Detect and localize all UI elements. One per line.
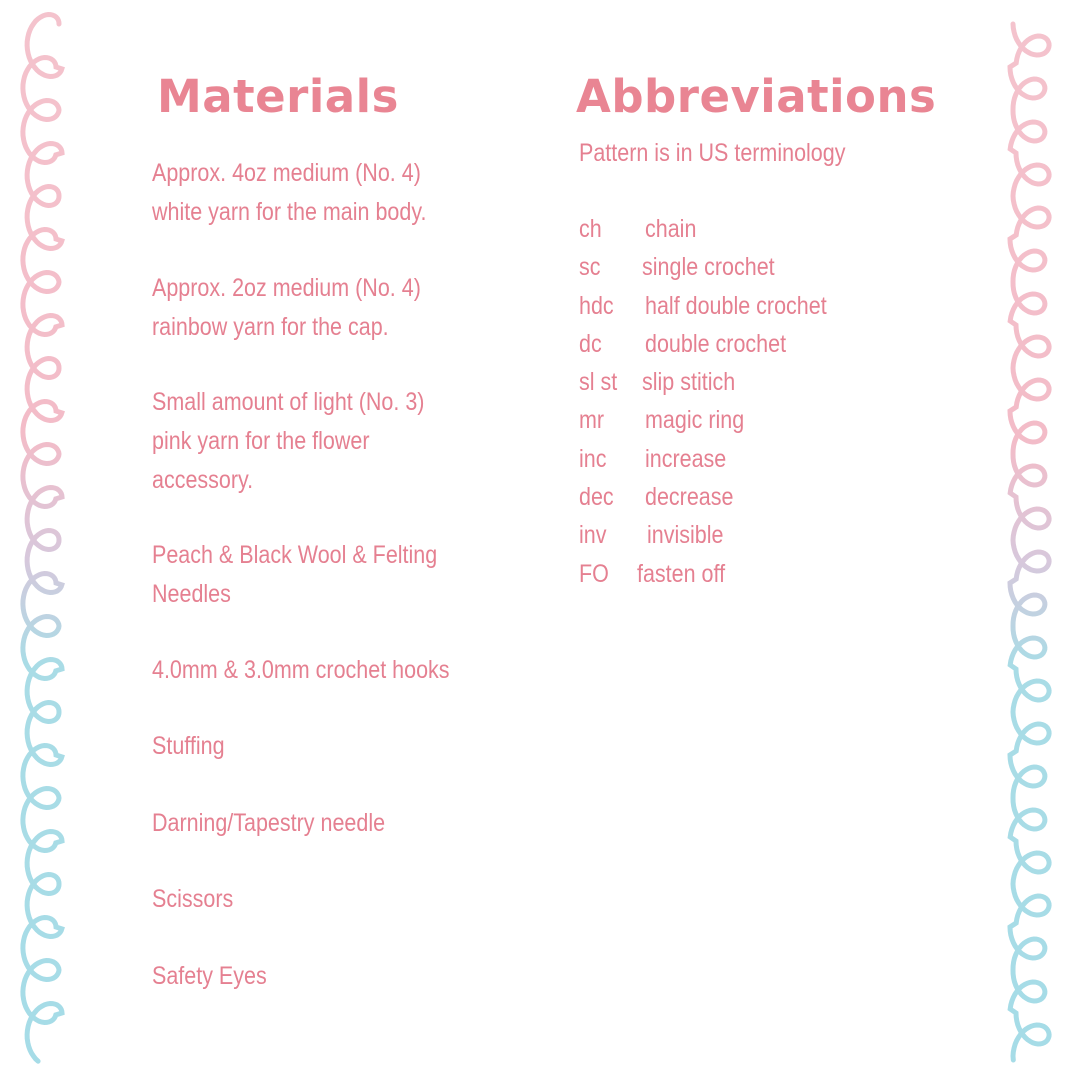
left-swirl-border: [0, 0, 120, 1080]
abbreviation-meaning: increase: [645, 444, 727, 473]
material-item: Darning/Tapestry needle: [152, 809, 386, 837]
abbreviation-code: inv: [579, 521, 607, 550]
abbreviations-list: [579, 210, 939, 593]
materials-heading: Materials: [157, 70, 399, 123]
material-item: Stuffing: [152, 732, 225, 760]
abbreviation-meaning: invisible: [647, 521, 724, 550]
abbreviation-row: [579, 401, 939, 439]
abbreviation-meaning: magic ring: [645, 406, 745, 435]
abbreviation-row: [579, 248, 939, 286]
abbreviation-code: FO: [579, 559, 609, 588]
abbreviation-meaning: single crochet: [642, 253, 775, 282]
right-swirl-border: [960, 0, 1080, 1080]
abbreviation-code: sl st: [579, 368, 618, 397]
material-item: Safety Eyes: [152, 962, 267, 990]
abbreviation-meaning: slip stitich: [642, 368, 736, 397]
terminology-note: Pattern is in US terminology: [579, 139, 846, 167]
abbreviation-code: mr: [579, 406, 605, 435]
abbreviation-row: [579, 287, 939, 325]
abbreviation-code: dc: [579, 329, 602, 358]
abbreviation-code: ch: [579, 215, 602, 243]
abbreviation-row: [579, 478, 939, 516]
material-item: Peach & Black Wool & Felting Needles: [152, 541, 438, 608]
abbreviations-heading: Abbreviations: [576, 70, 937, 123]
abbreviation-meaning: double crochet: [645, 329, 787, 358]
material-item: Approx. 4oz medium (No. 4) white yarn for the main body.: [152, 159, 427, 226]
abbreviation-row: [579, 325, 939, 363]
material-item: 4.0mm & 3.0mm crochet hooks: [152, 656, 450, 684]
abbreviation-code: sc: [579, 253, 601, 282]
material-item: Approx. 2oz medium (No. 4) rainbow yarn for the cap.: [152, 274, 421, 341]
abbreviation-row: [579, 516, 939, 554]
abbreviation-row: [579, 363, 939, 401]
abbreviation-meaning: decrease: [645, 483, 734, 512]
abbreviation-meaning: half double crochet: [645, 291, 827, 320]
material-item: Small amount of light (No. 3) pink yarn for the flower accessory.: [152, 388, 425, 494]
abbreviation-meaning: chain: [645, 215, 697, 243]
abbreviation-code: inc: [579, 444, 607, 473]
abbreviation-row: [579, 440, 939, 478]
abbreviation-code: dec: [579, 483, 614, 512]
abbreviation-code: hdc: [579, 291, 614, 320]
abbreviation-meaning: fasten off: [637, 559, 726, 588]
material-item: Scissors: [152, 885, 234, 913]
abbreviation-row: [579, 210, 939, 248]
abbreviation-row: [579, 555, 939, 593]
